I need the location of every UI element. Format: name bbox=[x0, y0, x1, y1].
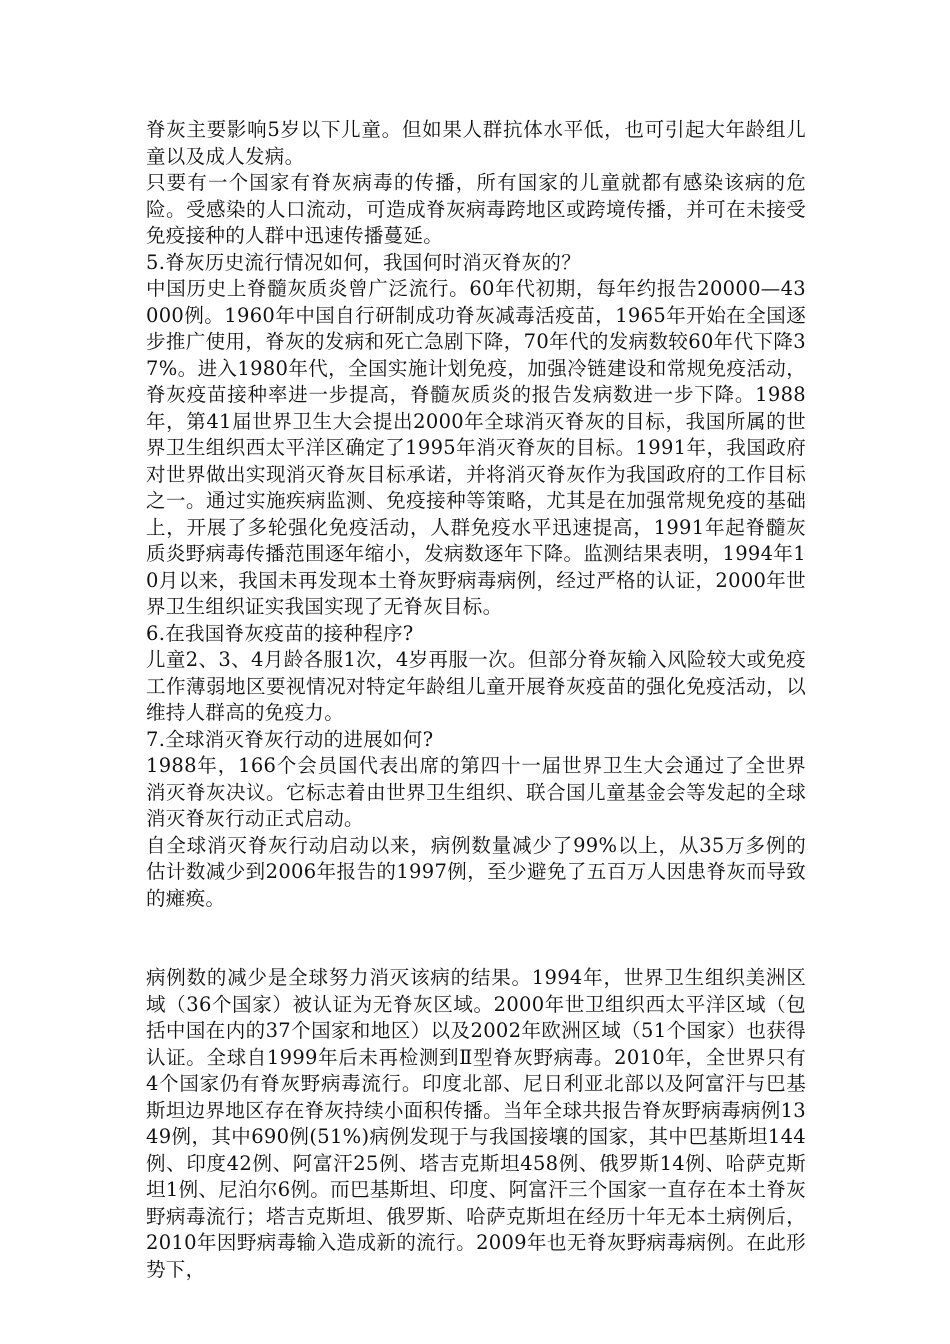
paragraph-china-history: 中国历史上脊髓灰质炎曾广泛流行。60年代初期，每年约报告20000—43000例。1960年中国自行研制成功脊灰减毒活疫苗，1965年开始在全国逐步推广使用，脊灰的发病和死亡急剧下降，70年代的发病数较60年代下降37%。进入1980年代，全国实施计划免疫，加强冷链建设和常规免疫活动，脊灰疫苗接种率进一步提高，脊髓灰质炎的报告发病数进一步下降。1988年，第41届世界卫生大会提出2000年全球消灭脊灰的目标，我国所属的世界卫生组织西太平洋区确定了1995年消灭脊灰的目标。1991年，我国政府对世界做出实现消灭脊灰目标承诺，并将消灭脊灰作为我国政府的工作目标之一。通过实施疾病监测、免疫接种等策略，尤其是在加强常规免疫的基础上，开展了多轮强化免疫活动，人群免疫水平迅速提高，1991年起脊髓灰质炎野病毒传播范围逐年缩小，发病数逐年下降。监测结果表明，1994年10月以来，我国未再发现本土脊灰野病毒病例，经过严格的认证，2000年世界卫生组织证实我国实现了无脊灰目标。 bbox=[146, 277, 806, 618]
paragraph-case-reduction: 自全球消灭脊灰行动启动以来，病例数量减少了99%以上，从35万多例的估计数减少到2006年报告的1997例，至少避免了五百万人因患脊灰而导致的瘫痪。 bbox=[146, 833, 806, 910]
paragraph-spacer bbox=[146, 912, 806, 965]
question-7-heading: 7.全球消灭脊灰行动的进展如何? bbox=[146, 727, 434, 751]
paragraph-transmission-risk: 只要有一个国家有脊灰病毒的传播，所有国家的儿童就都有感染该病的危险。受感染的人口流动，可造成脊灰病毒跨地区或跨境传播，并可在未接受免疫接种的人群中迅速传播蔓延。 bbox=[146, 171, 806, 247]
paragraph-vaccination-schedule: 儿童2、3、4月龄各服1次，4岁再服一次。但部分脊灰输入风险较大或免疫工作薄弱地区要视情况对特定年龄组儿童开展脊灰疫苗的强化免疫活动，以维持人群高的免疫力。 bbox=[146, 648, 806, 724]
paragraph-age-impact: 脊灰主要影响5岁以下儿童。但如果人群抗体水平低，也可引起大年龄组儿童以及成人发病。 bbox=[146, 118, 806, 168]
question-5-heading: 5.脊灰历史流行情况如何，我国何时消灭脊灰的？ bbox=[146, 250, 582, 274]
paragraph-global-initiative: 1988年，166个会员国代表出席的第四十一届世界卫生大会通过了全世界消灭脊灰决议。它标志着由世界卫生组织、联合国儿童基金会等发起的全球消灭脊灰行动正式启动。 bbox=[146, 754, 806, 830]
question-6-heading: 6.在我国脊灰疫苗的接种程序? bbox=[146, 621, 414, 645]
document-page bbox=[146, 117, 806, 1283]
paragraph-global-progress: 病例数的减少是全球努力消灭该病的结果。1994年，世界卫生组织美洲区域（36个国家）被认证为无脊灰区域。2000年世卫组织西太平洋区域（包括中国在内的37个国家和地区）以及2002年欧洲区域（51个国家）也获得认证。全球自1999年后未再检测到Ⅱ型脊灰野病毒。2010年，全世界只有4个国家仍有脊灰野病毒流行。印度北部、尼日利亚北部以及阿富汗与巴基斯坦边界地区存在脊灰持续小面积传播。当年全球共报告脊灰野病毒病例1349例，其中690例(51%)病例发现于与我国接壤的国家，其中巴基斯坦144例、印度42例、阿富汗25例、塔吉克斯坦458例、俄罗斯14例、哈萨克斯坦1例、尼泊尔6例。而巴基斯坦、印度、阿富汗三个国家一直存在本土脊灰野病毒流行；塔吉克斯坦、俄罗斯、哈萨克斯坦在经历十年无本土病例后，2010年因野病毒输入造成新的流行。2009年也无脊灰野病毒病例。在此形势下， bbox=[146, 966, 806, 1281]
